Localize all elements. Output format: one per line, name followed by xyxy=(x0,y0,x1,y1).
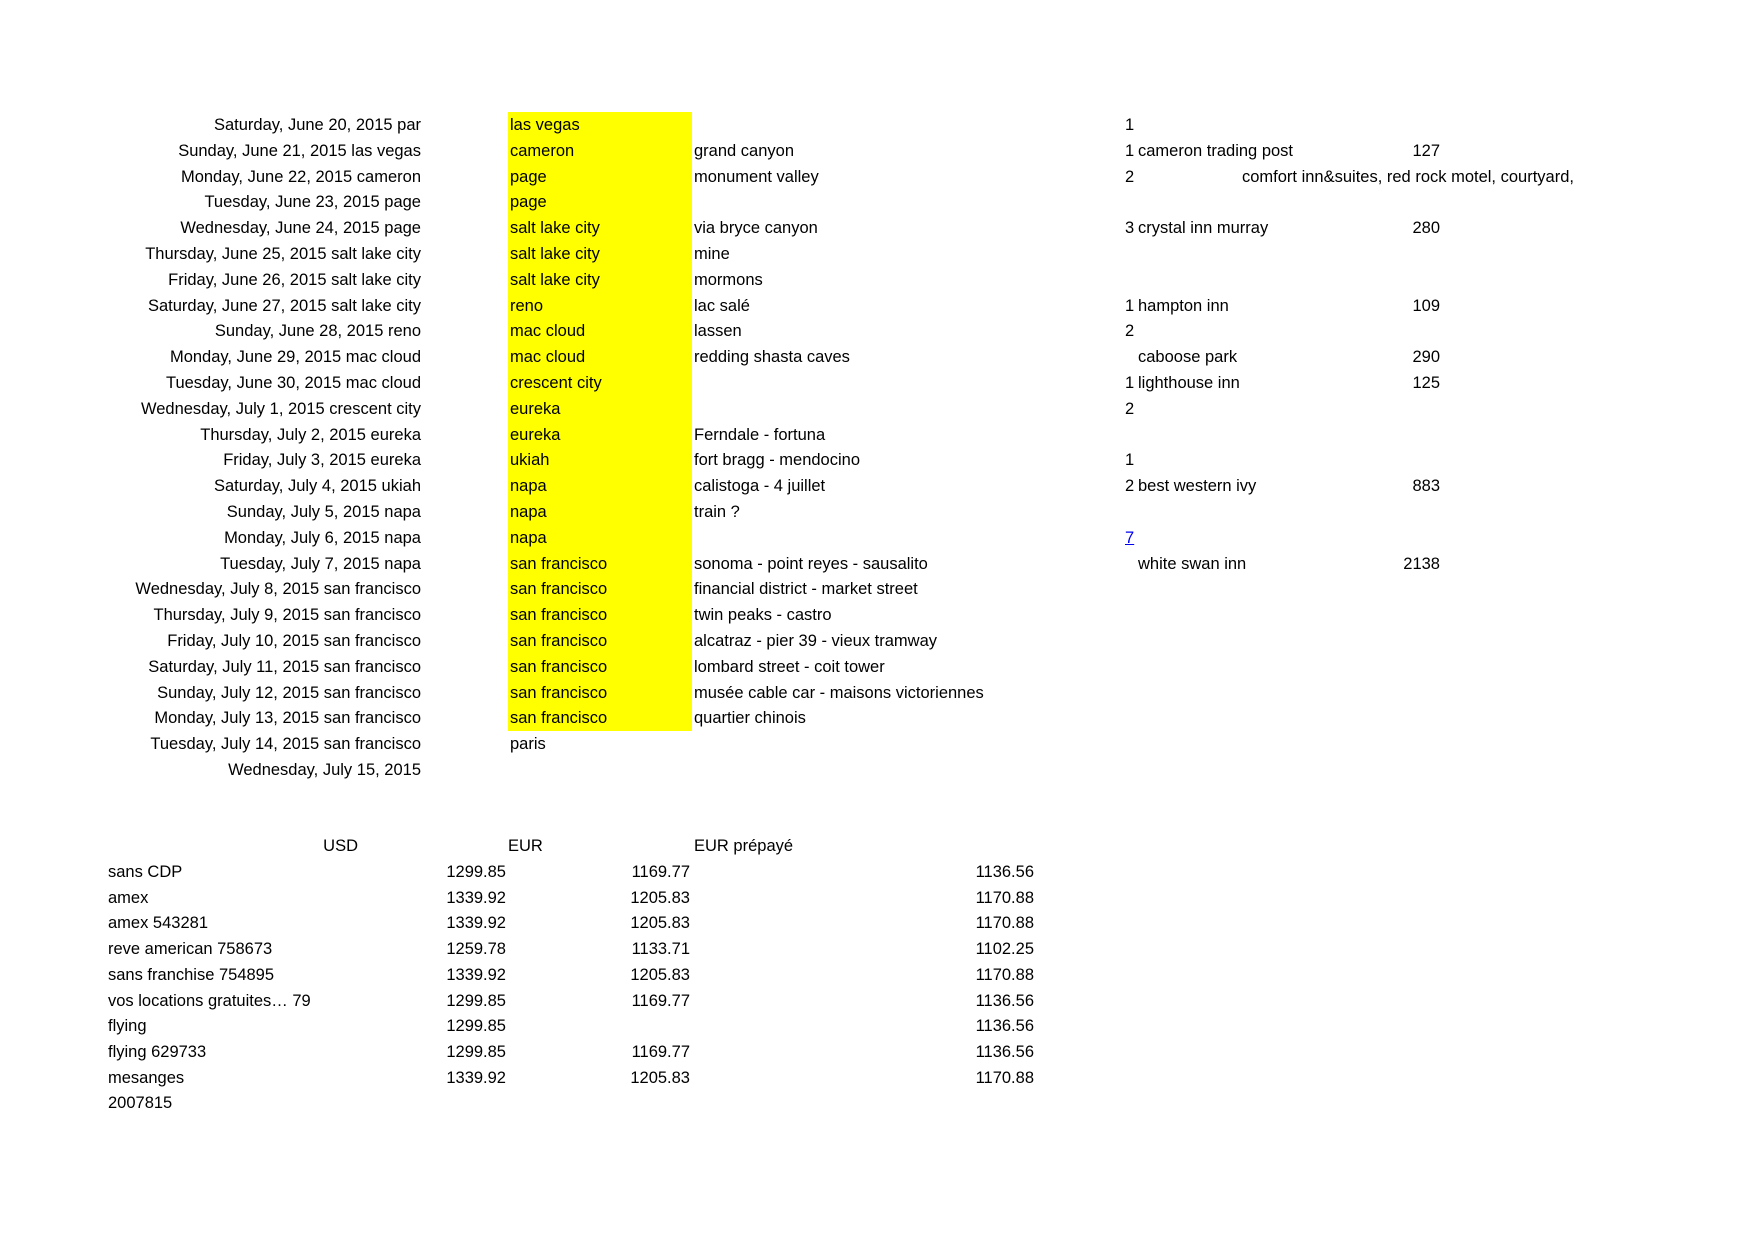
itinerary-nights xyxy=(1125,525,1134,551)
pricing-label: 2007815 xyxy=(108,1094,173,1112)
itinerary-origin: san francisco xyxy=(323,709,421,727)
pricing-label: vos locations gratuites… 79 xyxy=(108,992,311,1010)
itinerary-hotel: white swan inn xyxy=(1138,555,1247,573)
itinerary-date xyxy=(0,680,421,706)
itinerary-date xyxy=(0,318,421,344)
nights-count: 1 xyxy=(1125,297,1135,315)
itinerary-destination: cameron xyxy=(508,138,692,164)
itinerary-destination: salt lake city xyxy=(508,241,692,267)
pricing-eur-prepaid: 1170.88 xyxy=(975,966,1034,984)
nights-count: 2 xyxy=(1125,168,1135,186)
itinerary-date xyxy=(0,628,421,654)
itinerary-date xyxy=(0,525,421,551)
itinerary-date-text: Wednesday, July 1, 2015 xyxy=(140,400,325,418)
header-usd: USD xyxy=(323,837,358,855)
nights-count: 2 xyxy=(1125,322,1135,340)
itinerary-destination: san francisco xyxy=(508,628,692,654)
itinerary-date-text: Monday, June 22, 2015 xyxy=(180,168,353,186)
pricing-label: sans franchise 754895 xyxy=(108,966,275,984)
itinerary-date xyxy=(0,370,421,396)
itinerary-date-text: Sunday, June 21, 2015 xyxy=(178,142,347,160)
itinerary-date-text: Thursday, July 9, 2015 xyxy=(153,606,320,624)
itinerary-origin: napa xyxy=(384,503,421,521)
itinerary-price: 109 xyxy=(1412,297,1440,315)
itinerary-activity: financial district - market street xyxy=(694,580,918,598)
itinerary-nights xyxy=(1125,396,1134,422)
itinerary-date-text: Sunday, June 28, 2015 xyxy=(214,322,384,340)
pricing-eur: 1169.77 xyxy=(631,992,690,1010)
pricing-eur-prepaid: 1136.56 xyxy=(975,992,1034,1010)
itinerary-date-text: Tuesday, July 14, 2015 xyxy=(150,735,320,753)
itinerary-nights xyxy=(1125,164,1134,190)
itinerary-activity: monument valley xyxy=(694,168,819,186)
pricing-usd: 1299.85 xyxy=(446,992,506,1010)
pricing-eur-prepaid: 1136.56 xyxy=(975,1043,1034,1061)
itinerary-date-text: Tuesday, July 7, 2015 xyxy=(220,555,380,573)
itinerary-origin: par xyxy=(397,116,421,134)
itinerary-date xyxy=(0,164,421,190)
pricing-label: flying xyxy=(108,1017,147,1035)
itinerary-origin: crescent city xyxy=(329,400,421,418)
pricing-eur: 1169.77 xyxy=(631,1043,690,1061)
pricing-eur: 1205.83 xyxy=(630,966,690,984)
nights-count: 2 xyxy=(1125,400,1135,418)
itinerary-origin: cameron xyxy=(356,168,421,186)
itinerary-destination: eureka xyxy=(508,422,692,448)
itinerary-hotel: comfort inn&suites, red rock motel, courtyard, xyxy=(1242,168,1574,186)
itinerary-nights xyxy=(1125,370,1134,396)
itinerary-activity: Ferndale - fortuna xyxy=(694,426,826,444)
itinerary-date-text: Saturday, June 27, 2015 xyxy=(147,297,327,315)
itinerary-destination: reno xyxy=(508,293,692,319)
itinerary-date xyxy=(0,396,421,422)
itinerary-nights xyxy=(1125,138,1134,164)
nights-count: 1 xyxy=(1125,116,1135,134)
itinerary-origin: reno xyxy=(387,322,421,340)
pricing-eur-prepaid: 1102.25 xyxy=(975,940,1034,958)
itinerary-date-text: Tuesday, June 30, 2015 xyxy=(165,374,342,392)
itinerary-origin: salt lake city xyxy=(331,245,421,263)
itinerary-activity: grand canyon xyxy=(694,142,794,160)
nights-count: 3 xyxy=(1125,219,1135,237)
itinerary-nights xyxy=(1125,447,1134,473)
itinerary-date xyxy=(0,112,421,138)
pricing-usd: 1339.92 xyxy=(446,966,506,984)
itinerary-date-text: Sunday, July 12, 2015 xyxy=(157,684,320,702)
pricing-label: amex xyxy=(108,889,149,907)
pricing-usd: 1259.78 xyxy=(446,940,506,958)
pricing-eur: 1205.83 xyxy=(630,889,690,907)
pricing-eur-prepaid: 1136.56 xyxy=(975,1017,1034,1035)
itinerary-destination: san francisco xyxy=(508,551,692,577)
itinerary-price: 280 xyxy=(1412,219,1440,237)
itinerary-date xyxy=(0,215,421,241)
itinerary-date xyxy=(0,293,421,319)
itinerary-activity: mormons xyxy=(694,271,763,289)
itinerary-activity: fort bragg - mendocino xyxy=(694,451,861,469)
itinerary-activity: musée cable car - maisons victoriennes xyxy=(694,684,984,702)
itinerary-destination: salt lake city xyxy=(508,267,692,293)
itinerary-date-text: Saturday, July 11, 2015 xyxy=(148,658,320,676)
itinerary-date xyxy=(0,241,421,267)
itinerary-activity: lac salé xyxy=(694,297,750,315)
itinerary-activity: sonoma - point reyes - sausalito xyxy=(694,555,928,573)
itinerary-price: 125 xyxy=(1412,374,1440,392)
itinerary-date xyxy=(0,731,421,757)
itinerary-hotel: cameron trading post xyxy=(1138,142,1294,160)
itinerary-destination: san francisco xyxy=(508,705,692,731)
itinerary-hotel: lighthouse inn xyxy=(1138,374,1240,392)
pricing-usd: 1339.92 xyxy=(446,889,506,907)
itinerary-date xyxy=(0,602,421,628)
itinerary-date xyxy=(0,422,421,448)
header-eur: EUR xyxy=(508,837,543,855)
nights-link[interactable]: 7 xyxy=(1125,529,1135,547)
itinerary-activity: via bryce canyon xyxy=(694,219,818,237)
itinerary-origin: ukiah xyxy=(381,477,421,495)
itinerary-date xyxy=(0,499,421,525)
pricing-label: mesanges xyxy=(108,1069,185,1087)
pricing-eur-prepaid: 1136.56 xyxy=(975,863,1034,881)
itinerary-destination: eureka xyxy=(508,396,692,422)
itinerary-date xyxy=(0,138,421,164)
pricing-label: amex 543281 xyxy=(108,914,208,932)
itinerary-origin: eureka xyxy=(370,451,421,469)
itinerary-origin: san francisco xyxy=(323,632,421,650)
itinerary-date xyxy=(0,473,421,499)
pricing-usd: 1299.85 xyxy=(446,1043,506,1061)
itinerary-activity: redding shasta caves xyxy=(694,348,850,366)
itinerary-date-text: Wednesday, July 8, 2015 xyxy=(135,580,320,598)
itinerary-price: 127 xyxy=(1412,142,1440,160)
pricing-eur: 1169.77 xyxy=(631,863,690,881)
itinerary-origin: eureka xyxy=(370,426,421,444)
itinerary-destination: las vegas xyxy=(508,112,692,138)
itinerary-nights xyxy=(1125,473,1134,499)
itinerary-activity: alcatraz - pier 39 - vieux tramway xyxy=(694,632,937,650)
itinerary-origin: napa xyxy=(384,529,421,547)
itinerary-hotel: hampton inn xyxy=(1138,297,1229,315)
itinerary-destination: salt lake city xyxy=(508,215,692,241)
pricing-label: reve american 758673 xyxy=(108,940,273,958)
itinerary-destination: page xyxy=(508,189,692,215)
itinerary-destination: page xyxy=(508,164,692,190)
pricing-label: sans CDP xyxy=(108,863,183,881)
pricing-eur-prepaid: 1170.88 xyxy=(975,1069,1034,1087)
itinerary-nights xyxy=(1125,318,1134,344)
itinerary-origin: mac cloud xyxy=(345,374,421,392)
itinerary-origin: san francisco xyxy=(323,580,421,598)
itinerary-origin: san francisco xyxy=(323,684,421,702)
itinerary-origin: san francisco xyxy=(323,658,421,676)
itinerary-activity: train ? xyxy=(694,503,740,521)
itinerary-date-text: Friday, July 10, 2015 xyxy=(167,632,320,650)
pricing-eur: 1205.83 xyxy=(630,914,690,932)
itinerary-nights xyxy=(1125,215,1134,241)
pricing-usd: 1299.85 xyxy=(446,863,506,881)
itinerary-destination: san francisco xyxy=(508,576,692,602)
itinerary-destination: san francisco xyxy=(508,654,692,680)
pricing-eur-prepaid: 1170.88 xyxy=(975,914,1034,932)
header-eur-prepaid: EUR prépayé xyxy=(694,837,794,855)
itinerary-destination: napa xyxy=(508,499,692,525)
itinerary-origin: salt lake city xyxy=(331,271,421,289)
itinerary-destination: ukiah xyxy=(508,447,692,473)
itinerary-origin: san francisco xyxy=(323,735,421,753)
itinerary-origin: salt lake city xyxy=(331,297,421,315)
itinerary-date xyxy=(0,344,421,370)
itinerary-destination: mac cloud xyxy=(508,344,692,370)
itinerary-activity: lassen xyxy=(694,322,742,340)
itinerary-destination: napa xyxy=(508,473,692,499)
itinerary-date-text: Sunday, July 5, 2015 xyxy=(226,503,380,521)
itinerary-activity: quartier chinois xyxy=(694,709,806,727)
itinerary-date-text: Monday, July 13, 2015 xyxy=(154,709,320,727)
itinerary-nights xyxy=(1125,112,1134,138)
itinerary-origin: page xyxy=(384,193,421,211)
itinerary-date xyxy=(0,447,421,473)
itinerary-price: 2138 xyxy=(1403,555,1440,573)
itinerary-origin: napa xyxy=(384,555,421,573)
pricing-usd: 1299.85 xyxy=(446,1017,506,1035)
itinerary-date xyxy=(0,705,421,731)
nights-count: 1 xyxy=(1125,374,1135,392)
itinerary-date-text: Friday, July 3, 2015 xyxy=(223,451,366,469)
pricing-label: flying 629733 xyxy=(108,1043,207,1061)
itinerary-date-text: Tuesday, June 23, 2015 xyxy=(204,193,380,211)
itinerary-destination: mac cloud xyxy=(508,318,692,344)
itinerary-destination: crescent city xyxy=(508,370,692,396)
itinerary-date xyxy=(0,551,421,577)
itinerary-date-text: Monday, July 6, 2015 xyxy=(224,529,380,547)
pricing-usd: 1339.92 xyxy=(446,914,506,932)
itinerary-activity: lombard street - coit tower xyxy=(694,658,885,676)
itinerary-date xyxy=(0,576,421,602)
itinerary-date-text: Saturday, July 4, 2015 xyxy=(213,477,377,495)
itinerary-activity: twin peaks - castro xyxy=(694,606,832,624)
itinerary-hotel: best western ivy xyxy=(1138,477,1257,495)
itinerary-date-text: Saturday, June 20, 2015 xyxy=(213,116,393,134)
itinerary-origin: mac cloud xyxy=(345,348,421,366)
itinerary-date xyxy=(0,267,421,293)
itinerary-origin: page xyxy=(384,219,421,237)
itinerary-date-text: Monday, June 29, 2015 xyxy=(169,348,342,366)
nights-count: 1 xyxy=(1125,142,1135,160)
itinerary-date xyxy=(0,757,421,783)
itinerary-hotel: caboose park xyxy=(1138,348,1238,366)
itinerary-date-text: Friday, June 26, 2015 xyxy=(168,271,327,289)
itinerary-date xyxy=(0,189,421,215)
itinerary-date-text: Wednesday, July 15, 2015 xyxy=(228,761,421,779)
itinerary-date-text: Wednesday, June 24, 2015 xyxy=(180,219,380,237)
itinerary-activity: calistoga - 4 juillet xyxy=(694,477,826,495)
itinerary-destination: san francisco xyxy=(508,680,692,706)
itinerary-destination: napa xyxy=(508,525,692,551)
nights-count: 1 xyxy=(1125,451,1135,469)
itinerary-price: 883 xyxy=(1412,477,1440,495)
itinerary-nights xyxy=(1125,293,1134,319)
itinerary-destination: san francisco xyxy=(508,602,692,628)
itinerary-date-text: Thursday, June 25, 2015 xyxy=(145,245,327,263)
pricing-eur-prepaid: 1170.88 xyxy=(975,889,1034,907)
itinerary-date xyxy=(0,654,421,680)
itinerary-origin: san francisco xyxy=(323,606,421,624)
itinerary-origin: las vegas xyxy=(351,142,421,160)
pricing-eur: 1205.83 xyxy=(630,1069,690,1087)
nights-count: 2 xyxy=(1125,477,1135,495)
pricing-eur: 1133.71 xyxy=(631,940,690,958)
itinerary-activity: mine xyxy=(694,245,730,263)
itinerary-price: 290 xyxy=(1412,348,1440,366)
itinerary-destination: paris xyxy=(510,735,546,753)
pricing-usd: 1339.92 xyxy=(446,1069,506,1087)
itinerary-date-text: Thursday, July 2, 2015 xyxy=(200,426,366,444)
itinerary-hotel: crystal inn murray xyxy=(1138,219,1269,237)
